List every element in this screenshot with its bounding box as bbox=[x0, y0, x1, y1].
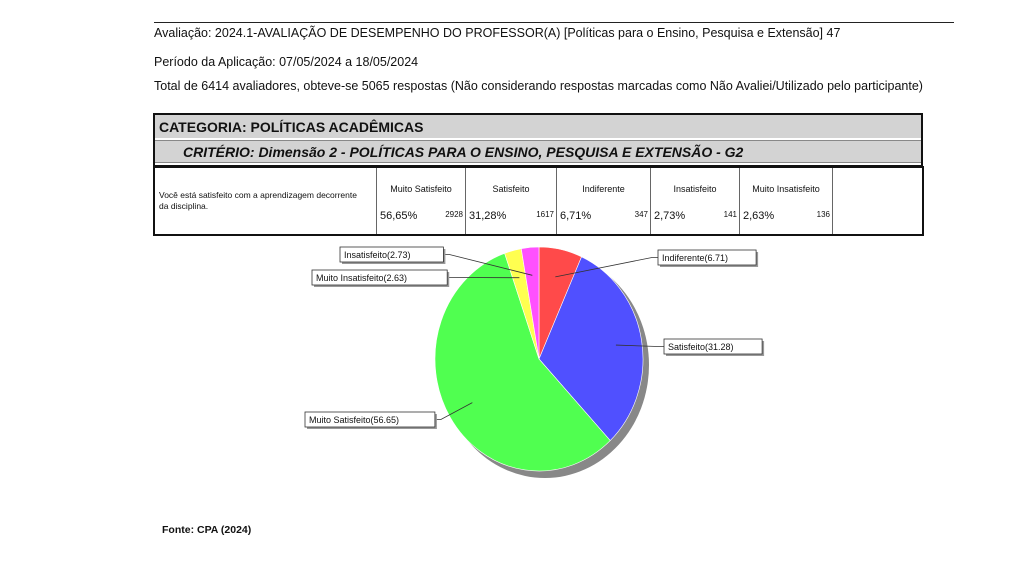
evaluation-title: Avaliação: 2024.1-AVALIAÇÃO DE DESEMPENHO DO PROFESSOR(A) [Políticas para o Ensino, Pesquisa e Extensão] 47 bbox=[154, 26, 841, 40]
column-label: Indiferente bbox=[582, 184, 625, 194]
column-label: Insatisfeito bbox=[673, 184, 717, 194]
pie-chart bbox=[300, 240, 780, 480]
column-count: 347 bbox=[634, 210, 648, 219]
column-count: 2928 bbox=[445, 210, 463, 219]
callout-label-muito-satisfeito: Muito Satisfeito(56.65) bbox=[309, 415, 400, 425]
callout-label-indiferente: Indiferente(6.71) bbox=[662, 253, 729, 263]
results-table bbox=[153, 166, 924, 236]
column-percent: 56,65% bbox=[380, 210, 418, 222]
column-divider bbox=[832, 168, 833, 234]
col-indiferente bbox=[556, 168, 650, 234]
source-note: Fonte: CPA (2024) bbox=[162, 524, 252, 536]
col-muito-satisfeito bbox=[376, 168, 465, 234]
callout-label-satisfeito: Satisfeito(31.28) bbox=[668, 342, 734, 352]
col-muito-insatisfeito bbox=[739, 168, 832, 234]
column-count: 136 bbox=[816, 210, 830, 219]
column-percent: 6,71% bbox=[560, 210, 592, 222]
callout-label-insatisfeito: Insatisfeito(2.73) bbox=[344, 250, 411, 260]
column-label: Satisfeito bbox=[492, 184, 530, 194]
question-text: Você está satisfeito com a aprendizagem decorrente da disciplina. bbox=[159, 190, 357, 211]
respondents-total: Total de 6414 avaliadores, obteve-se 5065 respostas (Não considerando respostas marcadas como Não Avaliei/Utilizado pelo participante) bbox=[154, 79, 923, 93]
column-label: Muito Satisfeito bbox=[390, 184, 452, 194]
col-insatisfeito bbox=[650, 168, 739, 234]
criterion-label: CRITÉRIO: Dimensão 2 - POLÍTICAS PARA O ENSINO, PESQUISA E EXTENSÃO - G2 bbox=[155, 140, 921, 163]
column-count: 141 bbox=[723, 210, 737, 219]
column-label: Muito Insatisfeito bbox=[752, 184, 820, 194]
callout-label-muito-insatisfeito: Muito Insatisfeito(2.63) bbox=[316, 273, 408, 283]
application-period: Período da Aplicação: 07/05/2024 a 18/05/2024 bbox=[154, 55, 419, 69]
column-percent: 2,63% bbox=[743, 210, 775, 222]
column-percent: 31,28% bbox=[469, 210, 507, 222]
pie-slices bbox=[435, 247, 643, 471]
column-percent: 2,73% bbox=[654, 210, 686, 222]
top-rule bbox=[154, 22, 954, 23]
criterion-bar bbox=[153, 138, 923, 167]
category-bar: CATEGORIA: POLÍTICAS ACADÊMICAS bbox=[153, 113, 923, 140]
column-count: 1617 bbox=[536, 210, 554, 219]
col-satisfeito bbox=[465, 168, 556, 234]
